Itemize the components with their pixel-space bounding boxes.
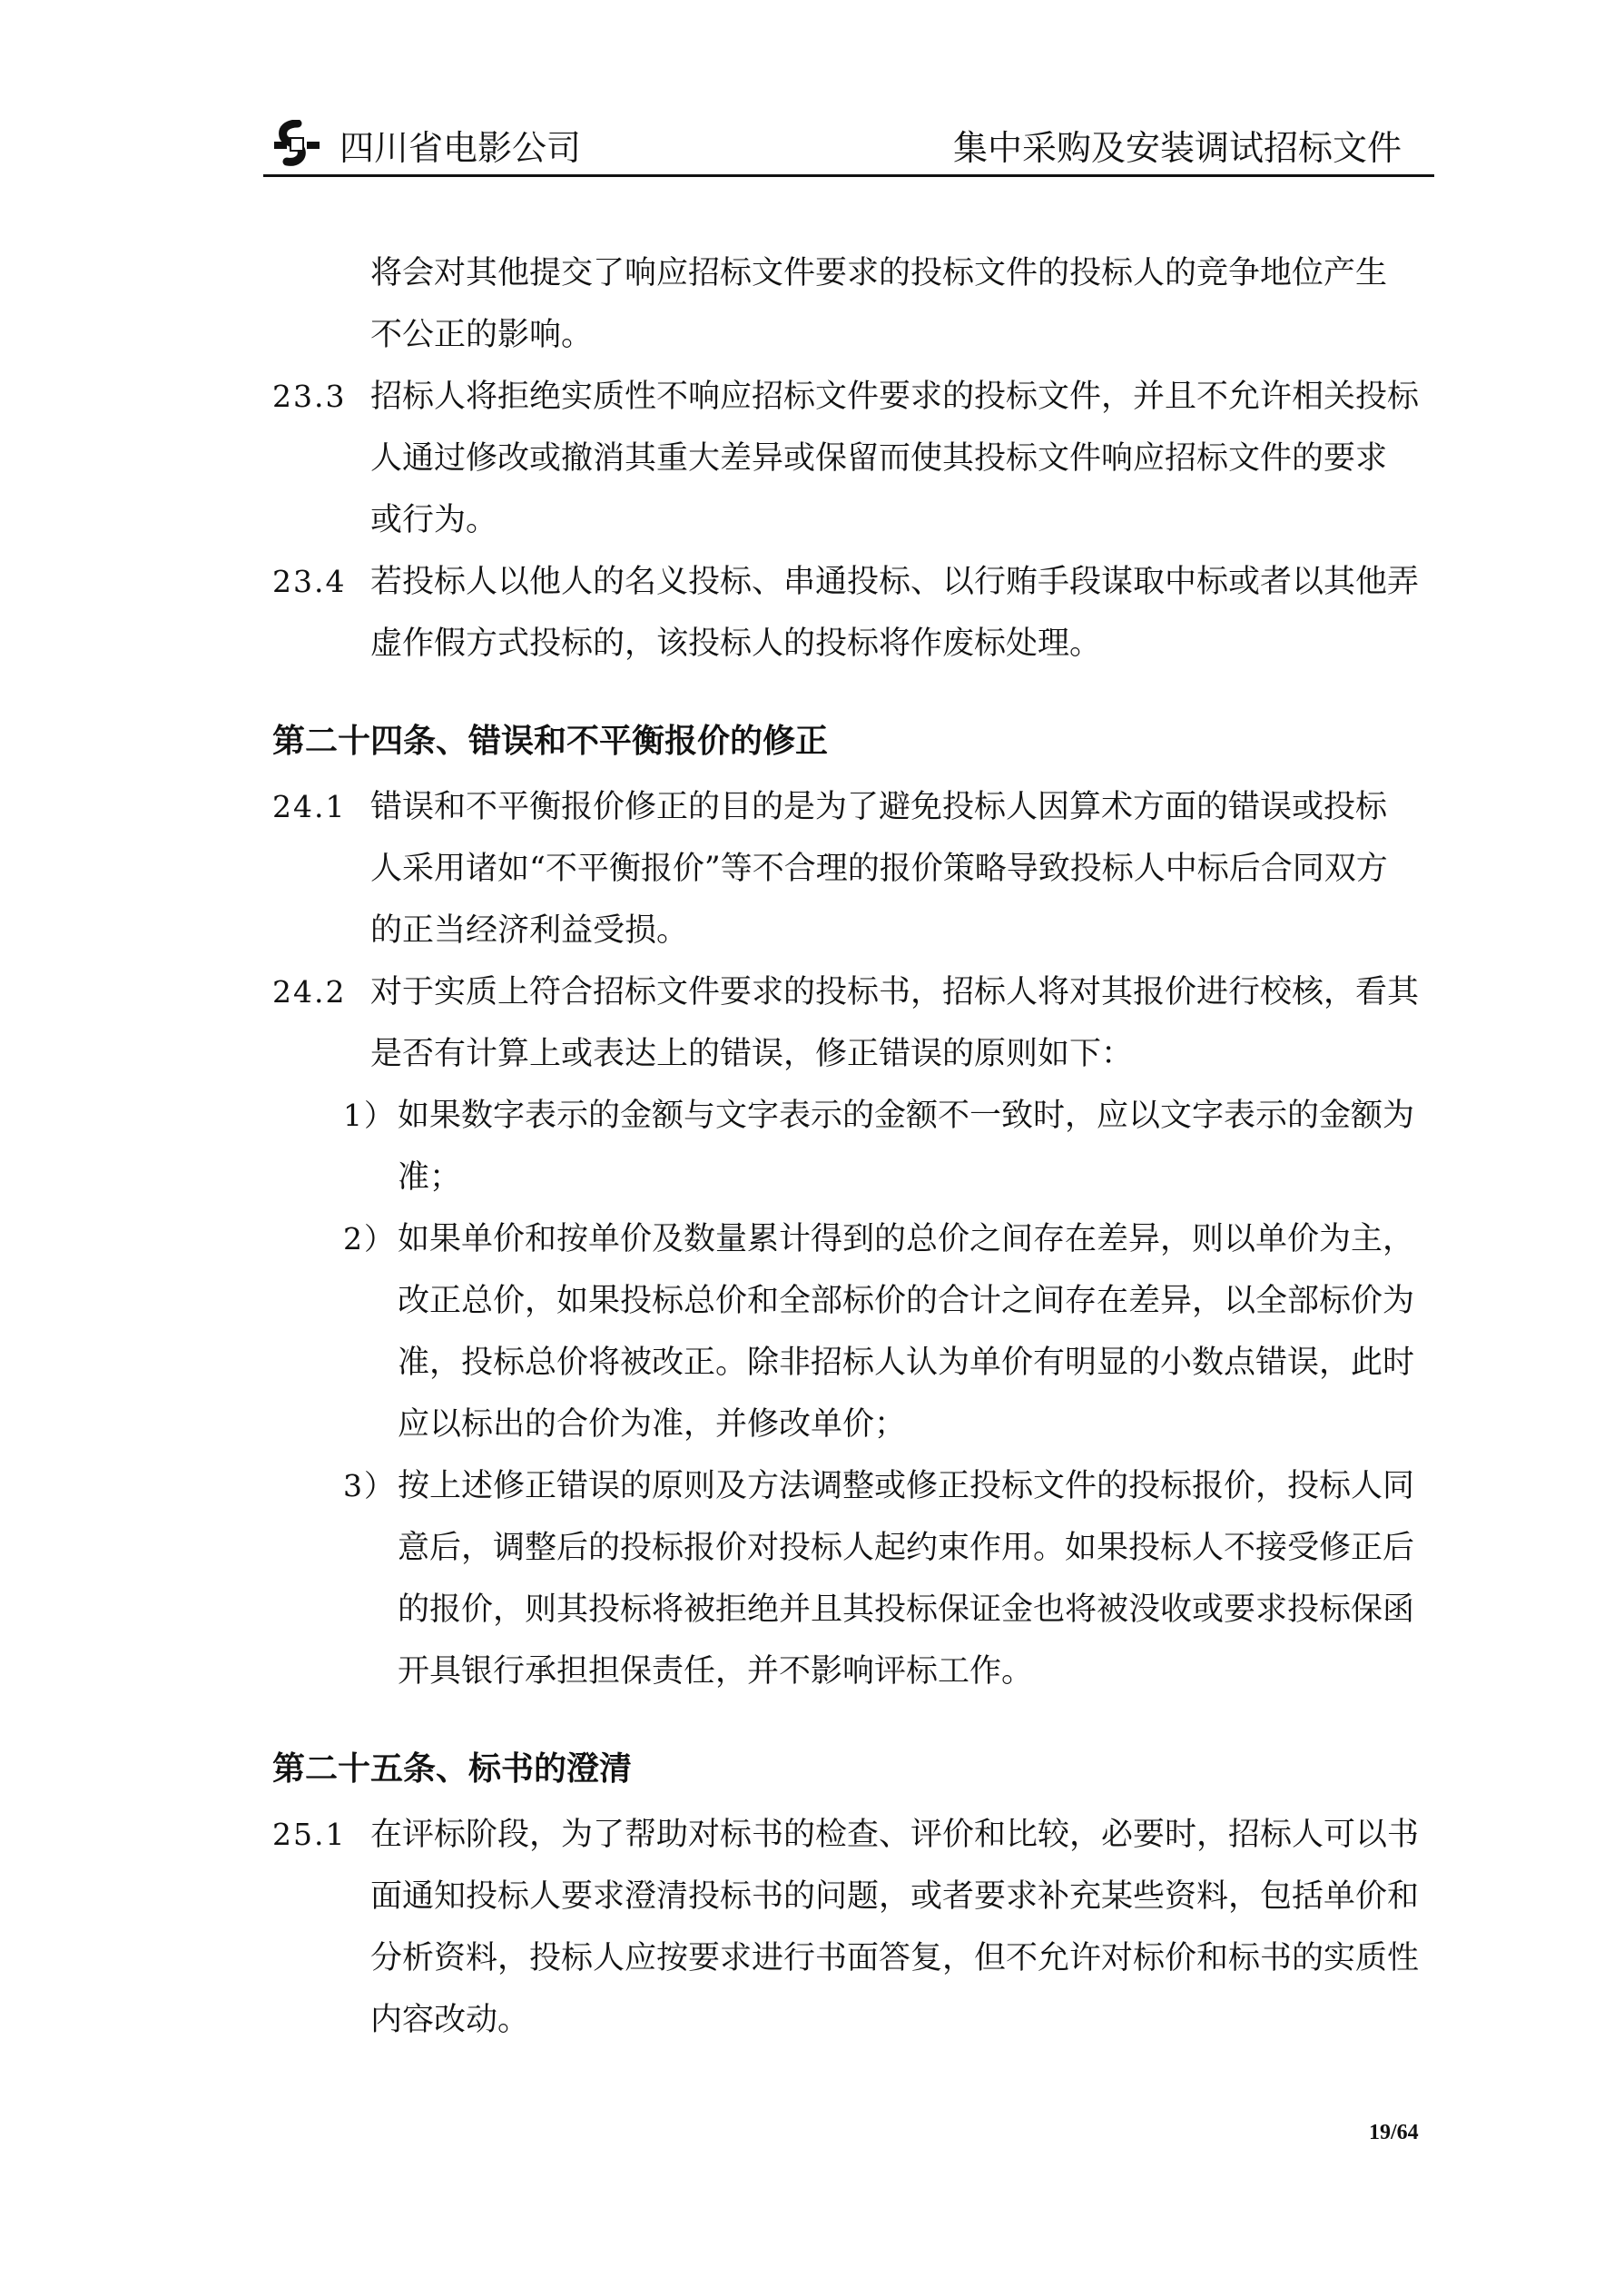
- text-line: 错误和不平衡报价修正的目的是为了避免投标人因算术方面的错误或投标: [370, 789, 1388, 825]
- page-number: 19/64: [1369, 2121, 1419, 2144]
- clause-number: 24.1: [272, 789, 347, 824]
- text-line: 准；: [398, 1159, 462, 1196]
- clause-number: 23.4: [272, 564, 347, 599]
- text-line: 的报价，则其投标将被拒绝并且其投标保证金也将被没收或要求投标保函: [398, 1591, 1415, 1628]
- list-item-number: 3）: [343, 1468, 396, 1503]
- section-heading: 第二十四条、错误和不平衡报价的修正: [272, 723, 829, 760]
- clause-number: 25.1: [272, 1817, 347, 1852]
- clause-number: 23.3: [272, 379, 347, 414]
- text-line: 或行为。: [370, 502, 498, 538]
- text-line: 按上述修正错误的原则及方法调整或修正投标文件的投标报价，投标人同: [398, 1468, 1415, 1504]
- company-name: 四川省电影公司: [340, 128, 582, 168]
- text-line: 人采用诸如“不平衡报价”等不合理的报价策略导致投标人中标后合同双方: [370, 851, 1388, 887]
- text-line: 虚作假方式投标的，该投标人的投标将作废标处理。: [370, 626, 1102, 662]
- list-item-number: 2）: [343, 1221, 396, 1256]
- page-header: [263, 118, 1434, 177]
- text-line: 开具银行承担担保责任，并不影响评标工作。: [398, 1653, 1034, 1690]
- text-line: 招标人将拒绝实质性不响应招标文件要求的投标文件，并且不允许相关投标: [370, 379, 1420, 415]
- text-line: 准，投标总价将被改正。除非招标人认为单价有明显的小数点错误，此时: [398, 1345, 1415, 1381]
- text-line: 不公正的影响。: [370, 317, 594, 353]
- text-line: 内容改动。: [370, 2002, 530, 2038]
- list-item-number: 1）: [343, 1098, 396, 1133]
- text-line: 人通过修改或撤消其重大差异或保留而使其投标文件响应招标文件的要求: [370, 440, 1388, 477]
- text-line: 对于实质上符合招标文件要求的投标书，招标人将对其报价进行校核，看其: [370, 974, 1420, 1010]
- text-line: 的正当经济利益受损。: [370, 912, 689, 949]
- text-line: 分析资料，投标人应按要求进行书面答复，但不允许对标价和标书的实质性: [370, 1940, 1420, 1976]
- section-heading: 第二十五条、标书的澄清: [272, 1750, 633, 1788]
- film-company-logo-icon: [271, 120, 323, 171]
- text-line: 应以标出的合价为准，并修改单价；: [398, 1406, 907, 1443]
- text-line: 在评标阶段，为了帮助对标书的检查、评价和比较，必要时，招标人可以书: [370, 1817, 1420, 1853]
- text-line: 面通知投标人要求澄清投标书的问题，或者要求补充某些资料，包括单价和: [370, 1878, 1420, 1915]
- text-line: 将会对其他提交了响应招标文件要求的投标文件的投标人的竞争地位产生: [370, 255, 1388, 291]
- text-line: 若投标人以他人的名义投标、串通投标、以行贿手段谋取中标或者以其他弄: [370, 564, 1420, 600]
- text-line: 改正总价，如果投标总价和全部标价的合计之间存在差异，以全部标价为: [398, 1283, 1415, 1319]
- text-line: 意后，调整后的投标报价对投标人起约束作用。如果投标人不接受修正后: [398, 1530, 1415, 1566]
- clause-number: 24.2: [272, 974, 347, 1010]
- text-line: 如果数字表示的金额与文字表示的金额不一致时，应以文字表示的金额为: [398, 1098, 1415, 1134]
- text-line: 如果单价和按单价及数量累计得到的总价之间存在差异，则以单价为主，: [398, 1221, 1415, 1257]
- document-title: 集中采购及安装调试招标文件: [952, 128, 1402, 168]
- text-line: 是否有计算上或表达上的错误，修正错误的原则如下：: [370, 1036, 1134, 1072]
